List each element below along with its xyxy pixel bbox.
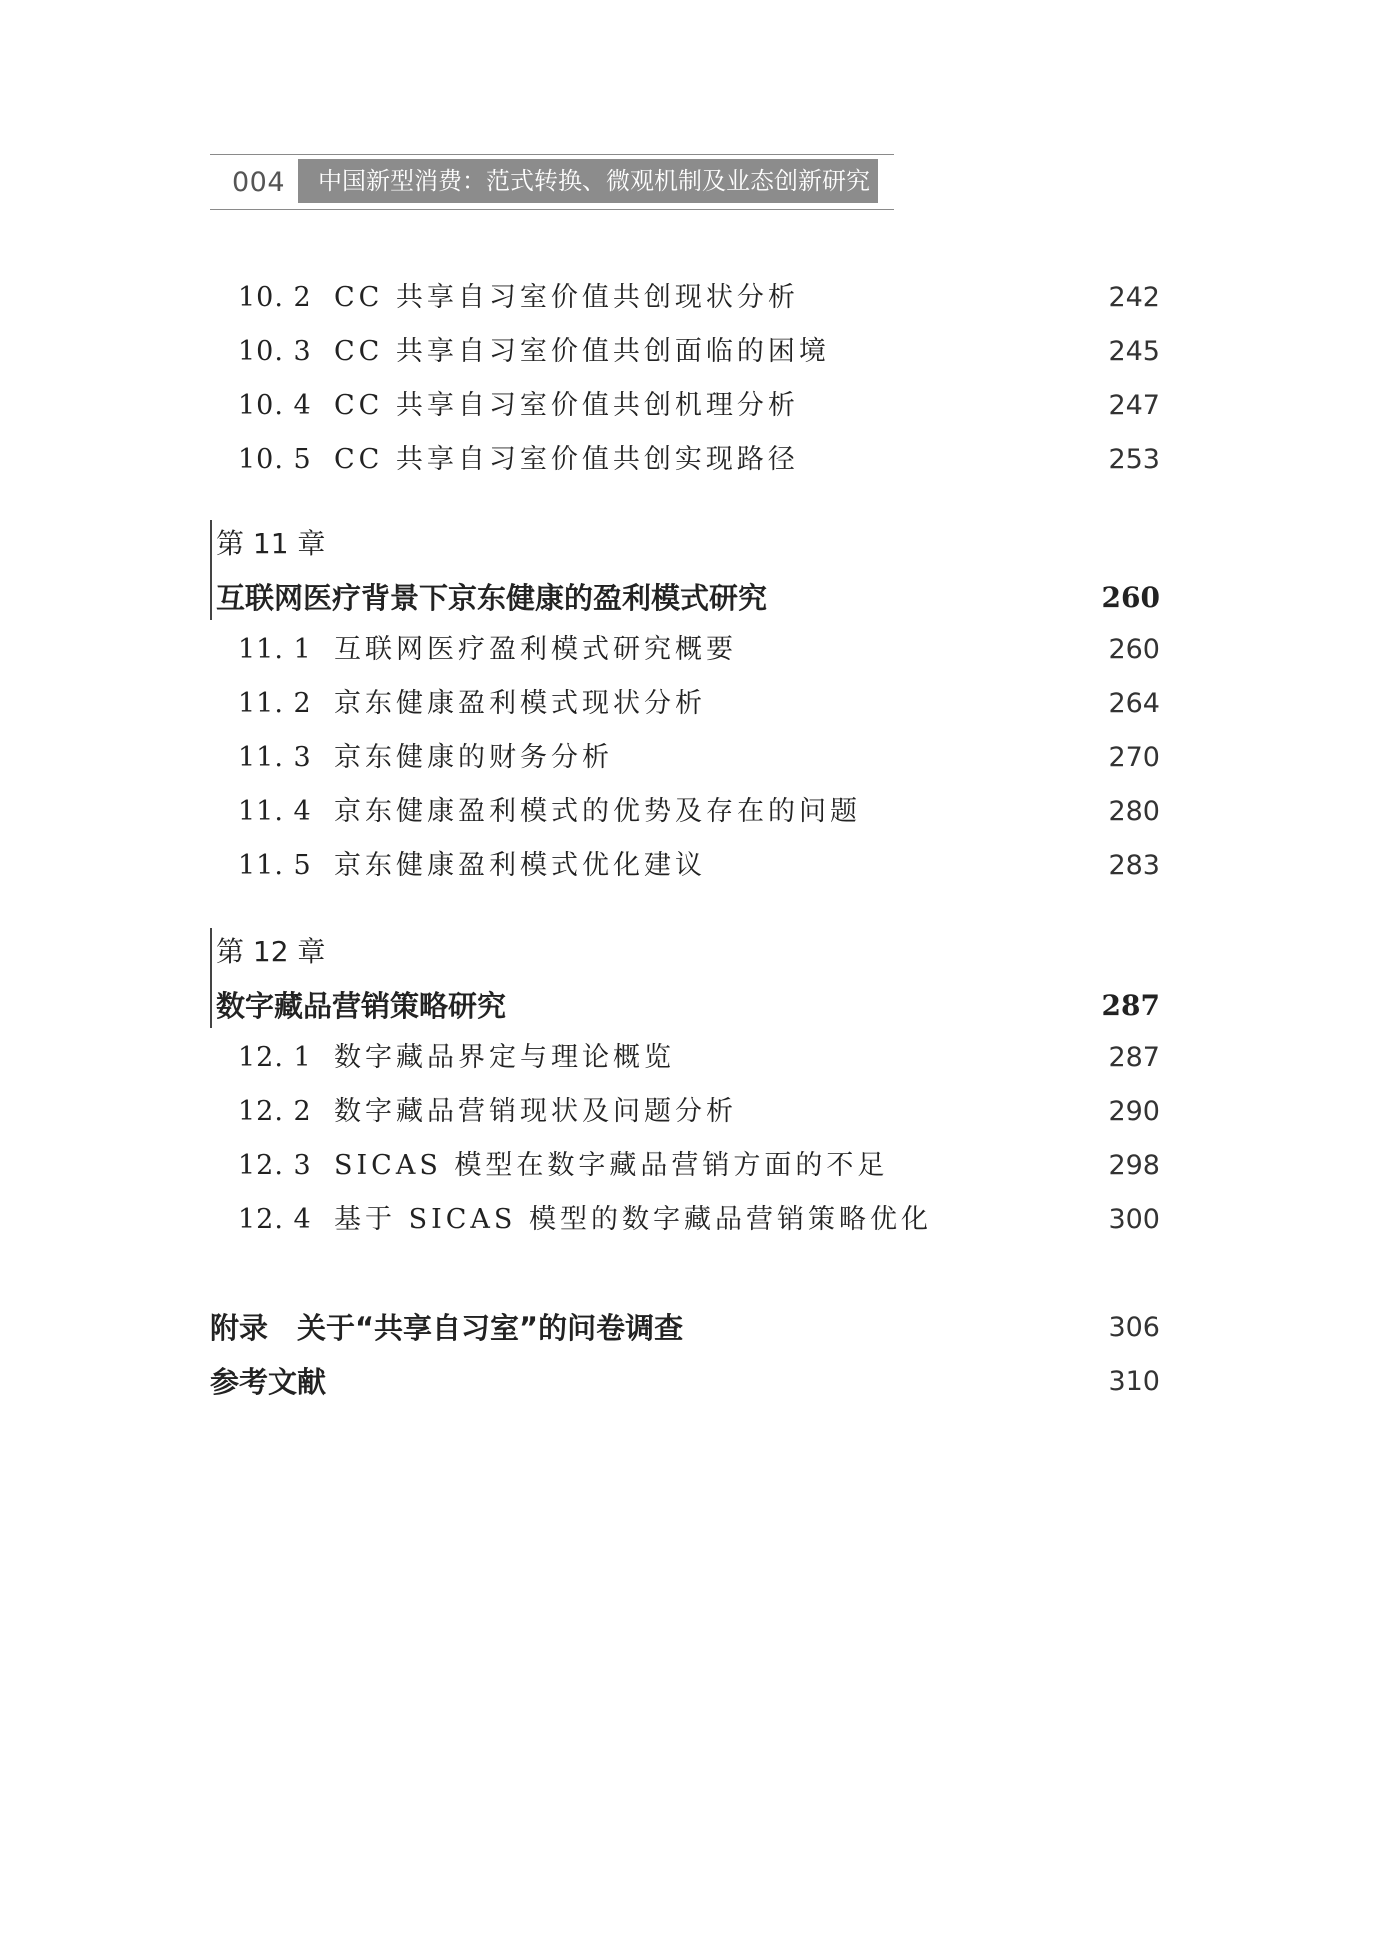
chapter-title: 数字藏品营销策略研究 <box>216 989 507 1023</box>
section-page: 298 <box>1108 1150 1160 1181</box>
section-title: 京东健康盈利模式现状分析 <box>334 688 706 719</box>
running-header <box>210 154 894 210</box>
section-number: 11. 2 <box>238 688 312 719</box>
section-page: 283 <box>1108 850 1160 881</box>
toc-entry[interactable] <box>210 1146 1160 1186</box>
section-title: 京东健康盈利模式的优势及存在的问题 <box>334 796 861 827</box>
section-title: 京东健康盈利模式优化建议 <box>334 850 706 881</box>
section-page: 280 <box>1108 796 1160 827</box>
toc-entry-references[interactable] <box>210 1360 1160 1404</box>
section-number: 10. 4 <box>238 390 312 421</box>
section-number: 12. 3 <box>238 1150 312 1181</box>
section-title: CC 共享自习室价值共创面临的困境 <box>334 336 830 367</box>
section-number: 10. 3 <box>238 336 312 367</box>
toc-entry[interactable] <box>210 278 1160 318</box>
chapter-heading-12[interactable] <box>210 928 1160 1028</box>
appendix-title: 附录 关于“共享自习室”的问卷调查 <box>210 1311 684 1345</box>
toc-entry[interactable] <box>210 332 1160 372</box>
toc-entry[interactable] <box>210 792 1160 832</box>
chapter-label: 第 11 章 <box>216 527 326 560</box>
section-title: CC 共享自习室价值共创现状分析 <box>334 282 799 313</box>
toc-entry[interactable] <box>210 386 1160 426</box>
section-number: 12. 1 <box>238 1042 312 1073</box>
book-title: 中国新型消费：范式转换、微观机制及业态创新研究 <box>298 159 878 203</box>
section-number: 11. 4 <box>238 796 312 827</box>
section-title: CC 共享自习室价值共创实现路径 <box>334 444 799 475</box>
chapter-label: 第 12 章 <box>216 935 326 968</box>
section-number: 11. 1 <box>238 634 312 665</box>
section-page: 270 <box>1108 742 1160 773</box>
section-page: 287 <box>1108 1042 1160 1073</box>
toc-entry-appendix[interactable] <box>210 1306 1160 1350</box>
toc-entry[interactable] <box>210 738 1160 778</box>
toc-entry[interactable] <box>210 440 1160 480</box>
section-page: 264 <box>1108 688 1160 719</box>
section-number: 11. 5 <box>238 850 312 881</box>
chapter-page: 287 <box>1101 989 1160 1022</box>
section-title: CC 共享自习室价值共创机理分析 <box>334 390 799 421</box>
section-number: 12. 4 <box>238 1204 312 1235</box>
references-title: 参考文献 <box>210 1365 327 1399</box>
section-title: 互联网医疗盈利模式研究概要 <box>334 634 737 665</box>
section-page: 300 <box>1108 1204 1160 1235</box>
chapter-heading-11[interactable] <box>210 520 1160 620</box>
appendix-page: 306 <box>1108 1312 1160 1343</box>
toc-entry[interactable] <box>210 684 1160 724</box>
section-number: 10. 5 <box>238 444 312 475</box>
section-page: 253 <box>1108 444 1160 475</box>
page-number: 004 <box>232 167 286 198</box>
section-number: 11. 3 <box>238 742 312 773</box>
section-page: 245 <box>1108 336 1160 367</box>
section-number: 12. 2 <box>238 1096 312 1127</box>
references-page: 310 <box>1108 1366 1160 1397</box>
section-page: 247 <box>1108 390 1160 421</box>
chapter-page: 260 <box>1101 581 1160 614</box>
section-title: 基于 SICAS 模型的数字藏品营销策略优化 <box>334 1204 932 1235</box>
toc-entry[interactable] <box>210 1038 1160 1078</box>
section-title: SICAS 模型在数字藏品营销方面的不足 <box>334 1150 889 1181</box>
toc-entry[interactable] <box>210 846 1160 886</box>
section-title: 京东健康的财务分析 <box>334 742 613 773</box>
toc-entry[interactable] <box>210 1200 1160 1240</box>
section-page: 260 <box>1108 634 1160 665</box>
toc-entry[interactable] <box>210 1092 1160 1132</box>
chapter-title: 互联网医疗背景下京东健康的盈利模式研究 <box>216 581 768 615</box>
section-page: 290 <box>1108 1096 1160 1127</box>
section-title: 数字藏品营销现状及问题分析 <box>334 1096 737 1127</box>
section-page: 242 <box>1108 282 1160 313</box>
section-number: 10. 2 <box>238 282 312 313</box>
toc-entry[interactable] <box>210 630 1160 670</box>
section-title: 数字藏品界定与理论概览 <box>334 1042 675 1073</box>
